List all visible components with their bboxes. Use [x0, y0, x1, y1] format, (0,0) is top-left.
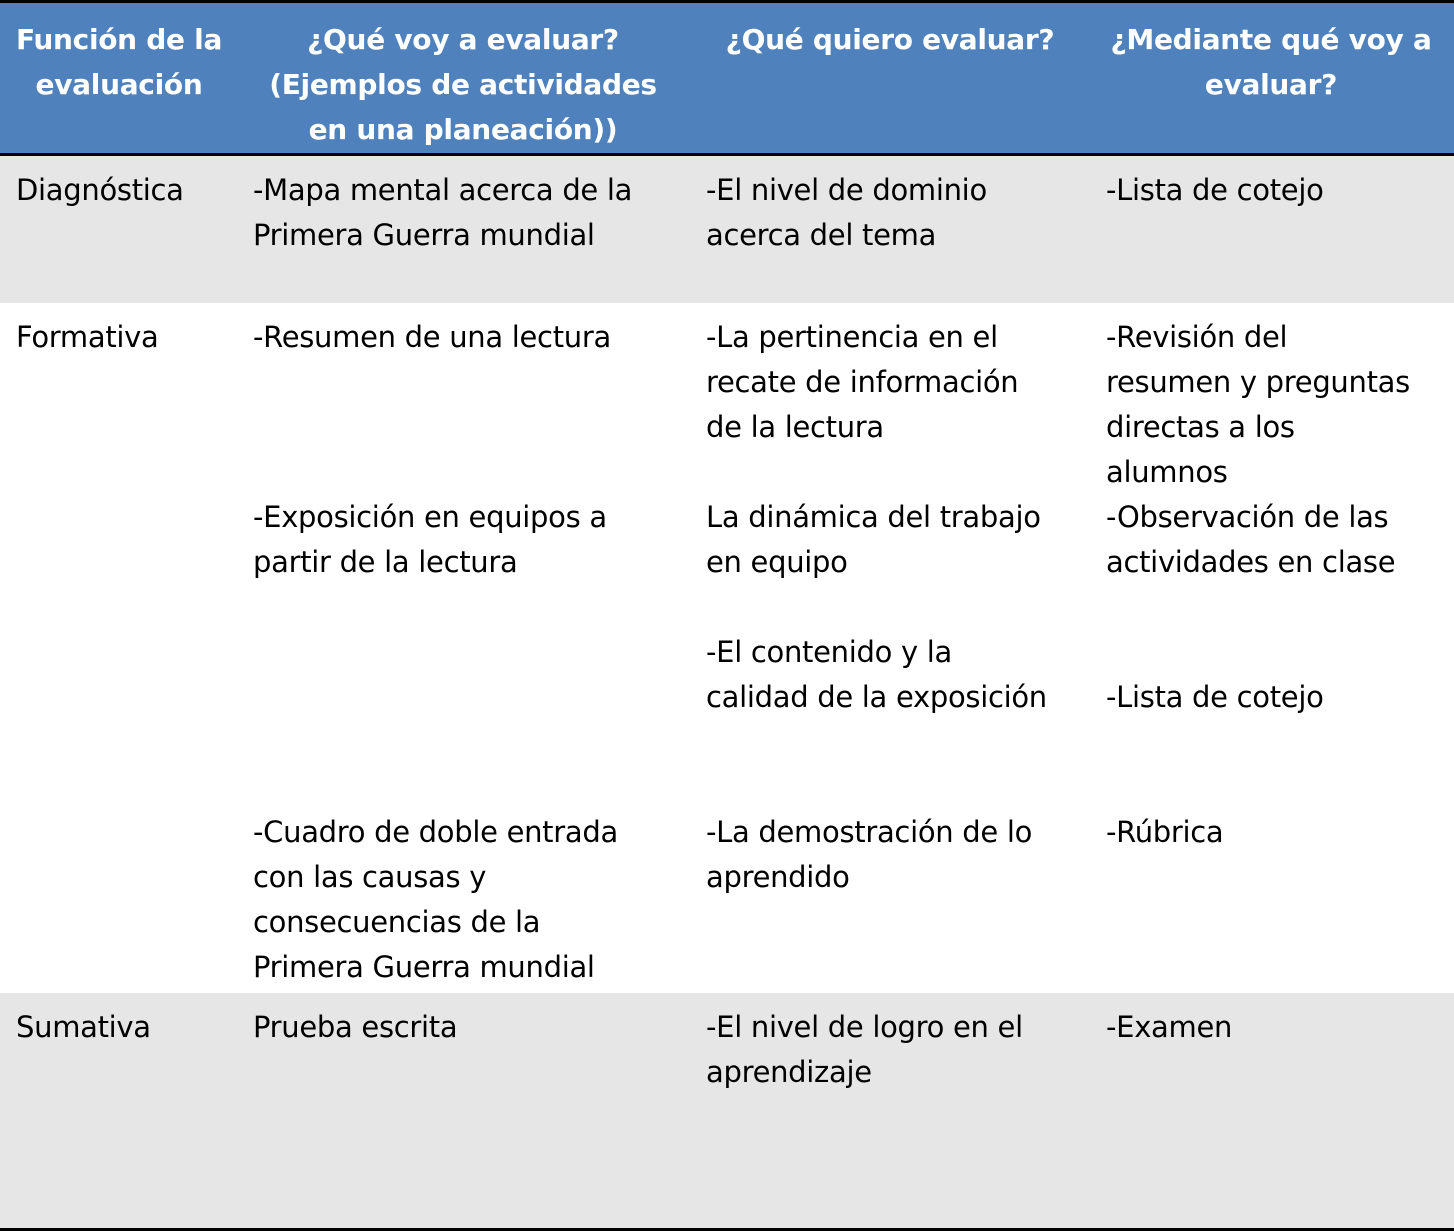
cell-mediante: -Observación de las actividades en clase: [1106, 500, 1396, 579]
header-que-quiero-evaluar: ¿Qué quiero evaluar?: [725, 23, 1055, 56]
table-row-sumativa: [0, 993, 1454, 1231]
cell-que-evaluar: -El nivel de dominio acerca del tema: [706, 173, 987, 252]
cell-funcion: Sumativa: [16, 1010, 151, 1044]
cell-actividad: -Mapa mental acerca de la Primera Guerra mundial: [253, 173, 633, 252]
cell-mediante: -Lista de cotejo: [1106, 680, 1324, 714]
cell-mediante: -Revisión del resumen y preguntas directas a los alumnos: [1106, 320, 1410, 489]
header-que-voy-a-evaluar: ¿Qué voy a evaluar? (Ejemplos de actividades en una planeación)): [269, 23, 657, 146]
cell-actividad: -Cuadro de doble entrada con las causas y consecuencias de la Primera Guerra mundial: [253, 815, 618, 984]
cell-que-evaluar: -El contenido y la calidad de la exposición: [706, 635, 1047, 714]
cell-actividad: -Resumen de una lectura: [253, 320, 611, 354]
header-mediante-que: ¿Mediante qué voy a evaluar?: [1110, 23, 1432, 101]
cell-mediante: -Lista de cotejo: [1106, 173, 1324, 207]
table-row-formativa: [0, 303, 1454, 993]
header-funcion: Función de la evaluación: [15, 23, 223, 101]
cell-funcion: Formativa: [16, 320, 159, 354]
cell-mediante: -Examen: [1106, 1010, 1233, 1044]
cell-mediante: -Rúbrica: [1106, 815, 1224, 849]
cell-que-evaluar: La dinámica del trabajo en equipo: [706, 500, 1041, 579]
cell-actividad: Prueba escrita: [253, 1010, 458, 1044]
cell-que-evaluar: -La pertinencia en el recate de información de la lectura: [706, 320, 1019, 444]
cell-que-evaluar: -La demostración de lo aprendido: [706, 815, 1033, 894]
table-header-row: [0, 0, 1454, 156]
cell-actividad: -Exposición en equipos a partir de la lectura: [253, 500, 607, 579]
cell-funcion: Diagnóstica: [16, 173, 184, 207]
cell-que-evaluar: -El nivel de logro en el aprendizaje: [706, 1010, 1023, 1089]
table-row-diagnostica: [0, 156, 1454, 303]
